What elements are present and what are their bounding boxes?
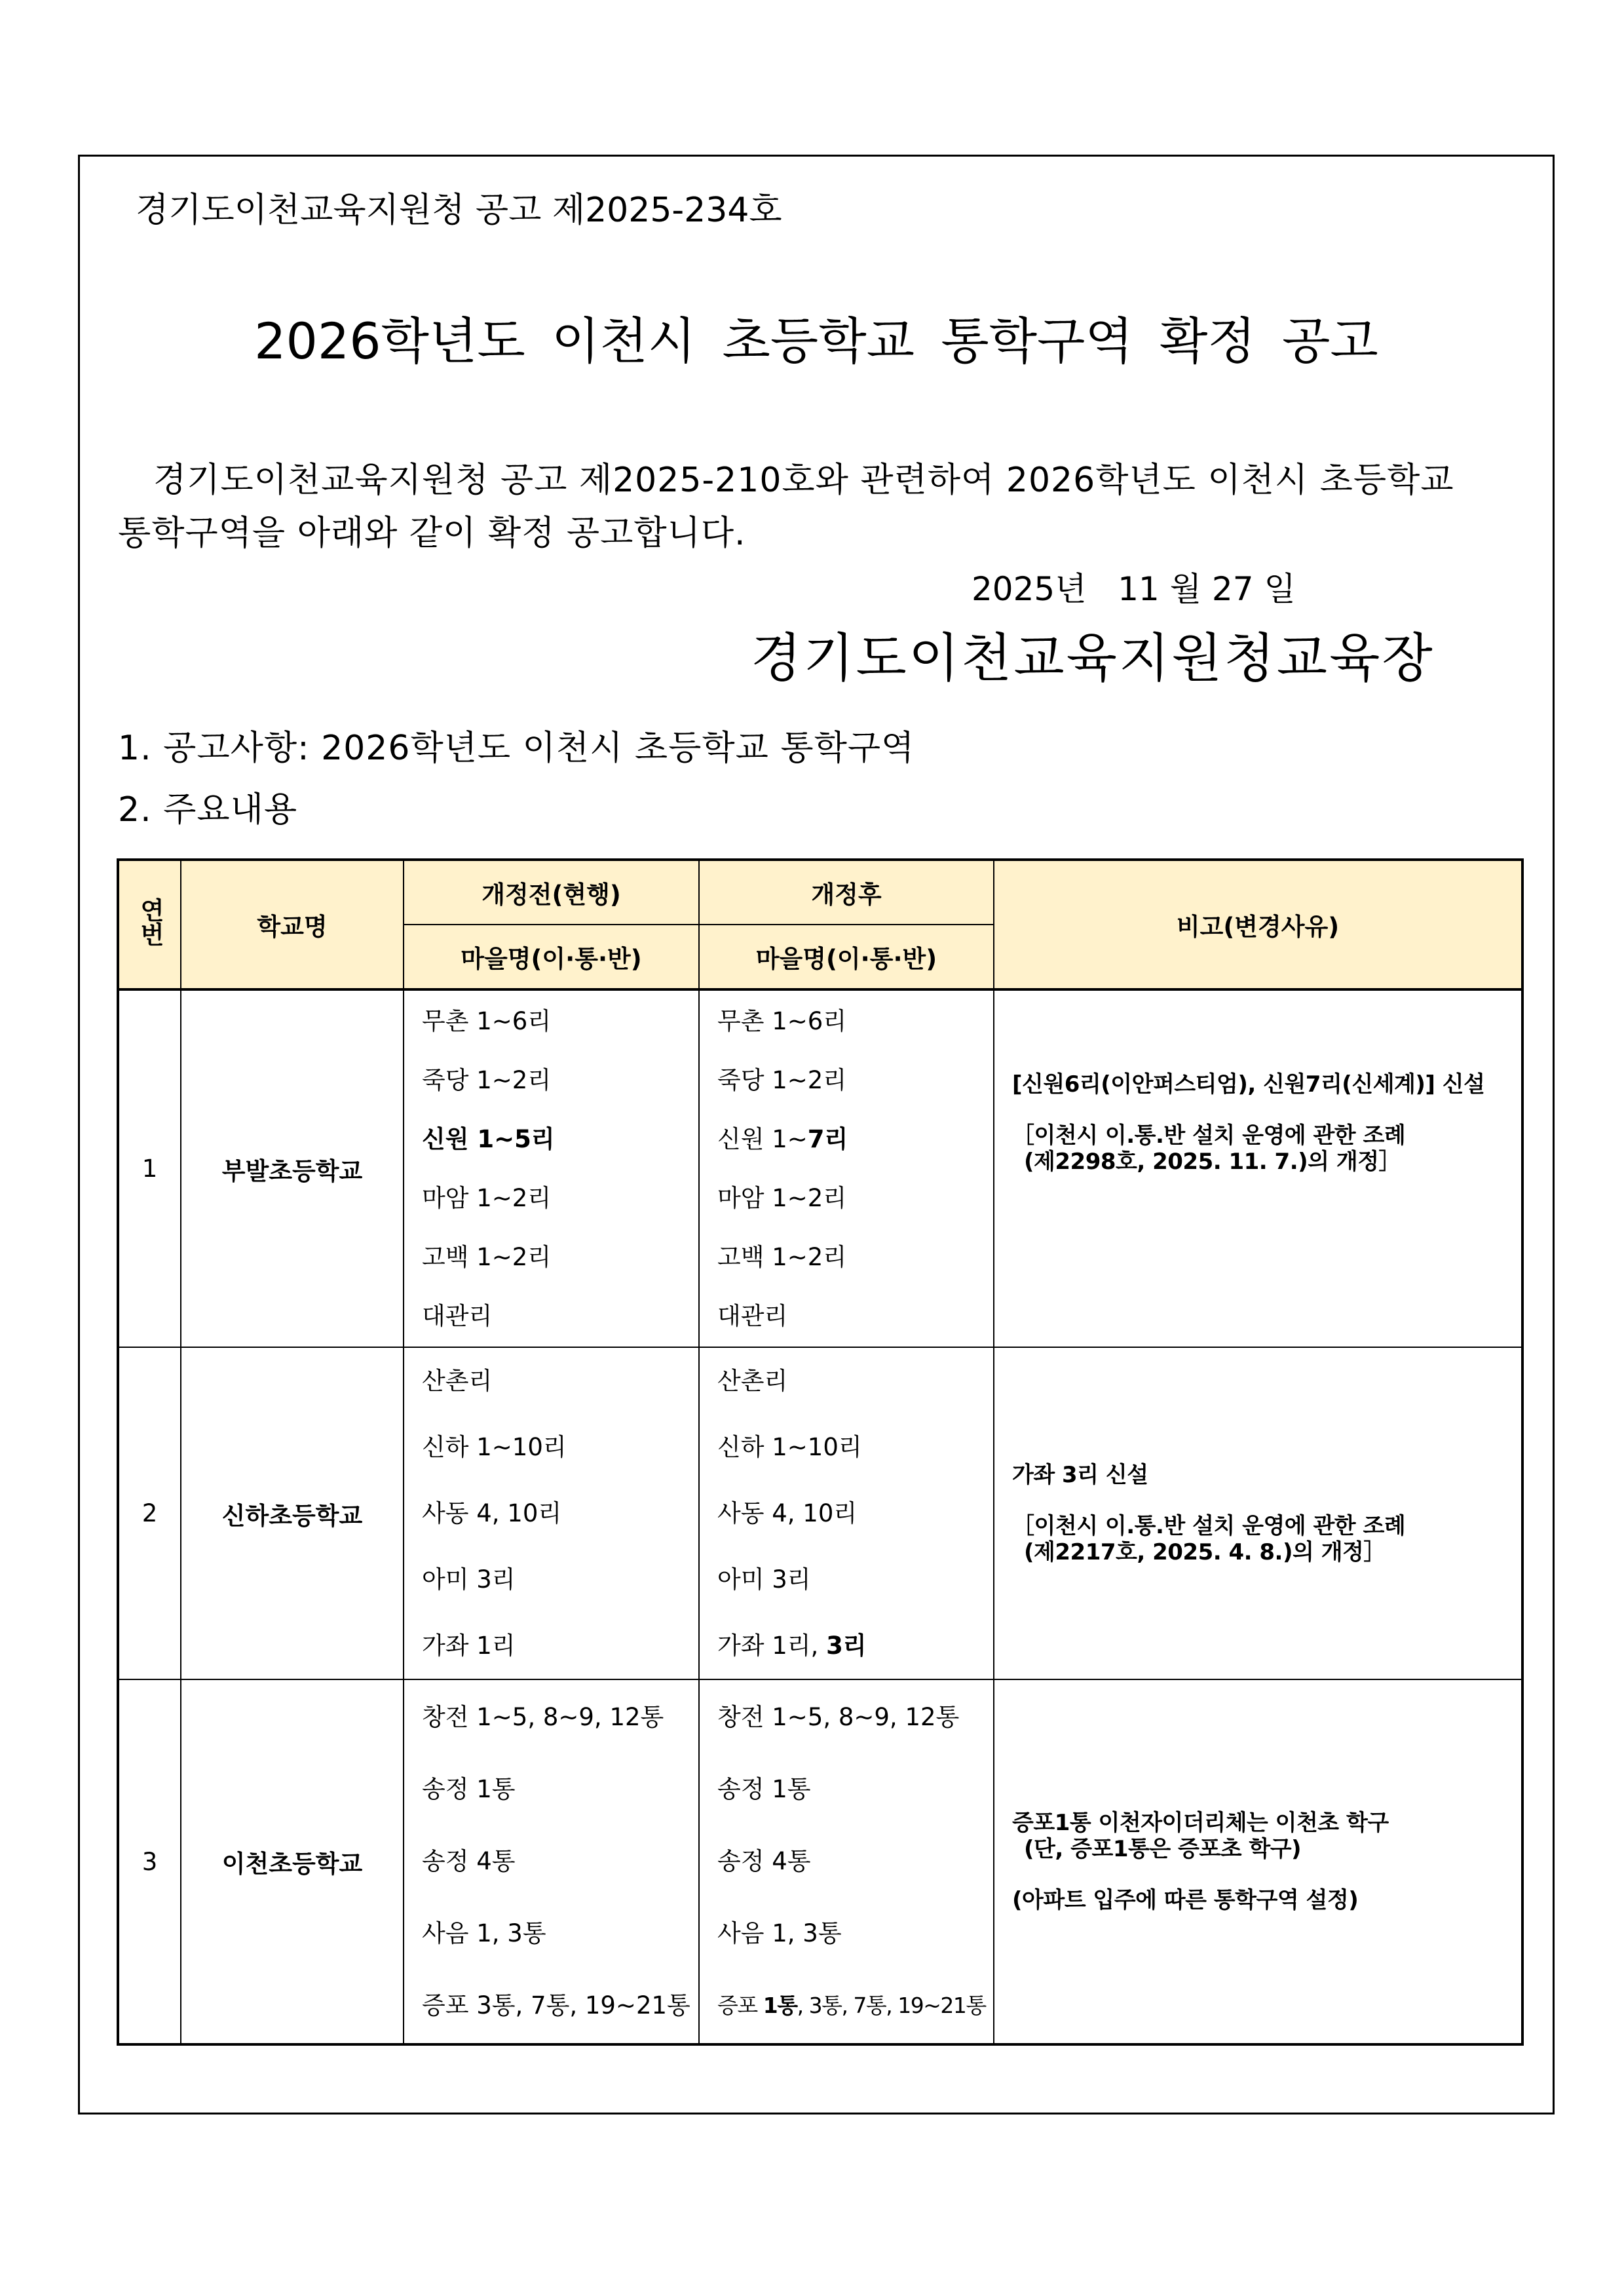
village-line: 가좌 1리 [422,1632,516,1660]
villages-before-cell [404,1679,699,2044]
village-text: 가좌 1리, [717,1632,827,1660]
header-after: 개정후 [699,860,994,925]
remarks-cell [994,1347,1522,1679]
school-name: 신하초등학교 [181,1347,404,1679]
village-line: 송정 4통 [717,1847,811,1875]
village-change-emphasis: 7리 [807,1124,848,1153]
village-line: 신하 1~10리 [717,1433,862,1461]
issuer-name: 경기도이천교육지원청교육장 [751,628,1435,689]
header-remarks: 비고(변경사유) [994,860,1522,989]
row-number: 3 [118,1679,181,2044]
village-line: 대관리 [422,1301,493,1330]
remark-line: (단, 증포1통은 증포초 학구) [1024,1836,1302,1862]
body-text-line-1: 경기도이천교육지원청 공고 제2025-210호와 관련하여 2026학년도 이천시 초등학교 [153,461,1454,500]
section-item-2: 2. 주요내용 [118,790,298,830]
table-row [118,1347,1522,1679]
school-name: 부발초등학교 [181,989,404,1347]
remark-line: 증포1통 이천자이더리체는 이천초 학구 [1012,1810,1389,1836]
remark-line: 가좌 3리 신설 [1012,1461,1148,1488]
village-line [717,1970,993,2042]
village-line: 사음 1, 3통 [422,1919,546,1947]
village-line: 고백 1~2리 [422,1242,552,1271]
villages-before-cell [404,989,699,1347]
row-number: 2 [118,1347,181,1679]
remark-line: ［이천시 이.통.반 설치 운영에 관한 조례 [1012,1512,1406,1539]
village-change-emphasis: 3리 [826,1632,867,1660]
village-line [717,1110,993,1169]
header-school: 학교명 [181,860,404,989]
section-item-1: 1. 공고사항: 2026학년도 이천시 초등학교 통학구역 [118,729,915,768]
remark-line: (제2298호, 2025. 11. 7.)의 개정］ [1024,1148,1401,1175]
row-number: 1 [118,989,181,1347]
villages-before-cell [404,1347,699,1679]
school-zone-table [117,858,1524,2046]
village-line: 증포 3통, 7통, 19~21통 [422,1991,690,2019]
village-line: 무촌 1~6리 [717,1006,847,1035]
header-before: 개정전(현행) [404,860,699,925]
notice-number: 경기도이천교육지원청 공고 제2025-234호 [136,191,782,230]
village-line: 마암 1~2리 [422,1183,552,1212]
school-name: 이천초등학교 [181,1679,404,2044]
village-text: 신원 1~ [717,1124,808,1153]
village-text-rest: , 3통, 7통, 19~21통 [797,1993,986,2018]
remark-line: ［이천시 이.통.반 설치 운영에 관한 조례 [1012,1122,1406,1149]
page-title: 2026학년도 이천시 초등학교 통학구역 확정 공고 [254,312,1378,370]
village-line: 송정 4통 [422,1847,516,1875]
header-no: 연번 [118,860,181,989]
villages-after-cell [699,1347,994,1679]
village-line: 사음 1, 3통 [717,1919,842,1947]
village-text: 증포 [717,1993,763,2018]
remark-line: [신원6리(이안퍼스티엄), 신원7리(신세계)] 신설 [1012,1071,1485,1098]
village-line: 죽당 1~2리 [717,1065,847,1094]
body-text-line-2: 통학구역을 아래와 같이 확정 공고합니다. [118,514,746,553]
village-line: 산촌리 [422,1367,493,1395]
village-line: 죽당 1~2리 [422,1065,552,1094]
village-line: 아미 3리 [422,1565,516,1594]
header-after-villages: 마을명(이·통·반) [699,925,994,989]
village-line: 무촌 1~6리 [422,1006,552,1035]
notice-date: 2025년 11 월 27 일 [972,570,1296,608]
village-line: 고백 1~2리 [717,1242,847,1271]
village-line: 창전 1~5, 8~9, 12통 [422,1703,664,1731]
remarks-cell [994,989,1522,1347]
village-line: 사동 4, 10리 [422,1499,562,1527]
village-line [717,1613,993,1679]
village-line: 사동 4, 10리 [717,1499,858,1527]
table-row [118,1679,1522,2044]
table-header-row [118,860,1522,925]
village-line: 신하 1~10리 [422,1433,567,1461]
village-line: 아미 3리 [717,1565,811,1594]
header-before-villages: 마을명(이·통·반) [404,925,699,989]
village-line: 산촌리 [717,1367,788,1395]
remark-line: (아파트 입주에 따른 통학구역 설정) [1012,1887,1359,1913]
villages-after-cell [699,989,994,1347]
villages-after-cell [699,1679,994,2044]
village-line: 신원 1~5리 [422,1124,555,1153]
village-line: 마암 1~2리 [717,1183,847,1212]
village-change-emphasis: 1통 [763,1993,797,2018]
village-line: 송정 1통 [422,1775,516,1803]
village-line: 창전 1~5, 8~9, 12통 [717,1703,960,1731]
table-row [118,989,1522,1347]
remark-line: (제2217호, 2025. 4. 8.)의 개정］ [1024,1539,1386,1565]
remarks-cell [994,1679,1522,2044]
village-line: 대관리 [717,1301,788,1330]
village-line: 송정 1통 [717,1775,811,1803]
